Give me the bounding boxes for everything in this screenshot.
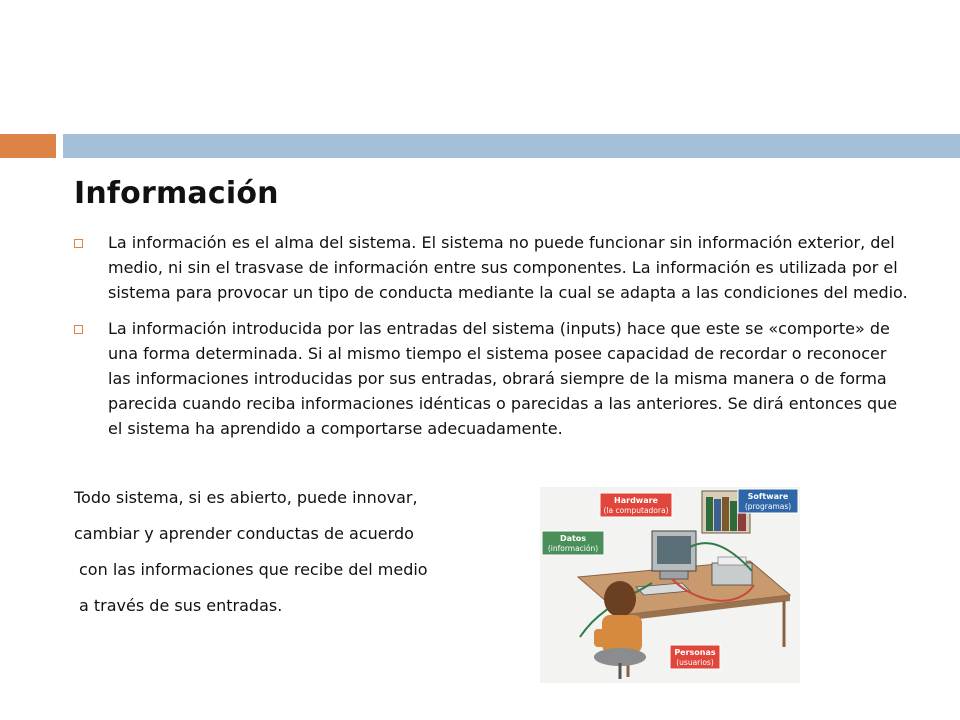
bullet-item xyxy=(74,316,914,441)
hardware-label-line2: (la computadora) xyxy=(603,506,669,515)
hardware-label-line1: Hardware xyxy=(614,496,658,505)
bullet-list xyxy=(74,230,914,452)
header-accent-orange xyxy=(0,134,56,158)
software-label-line1: Software xyxy=(747,492,789,501)
slide-title: Información xyxy=(74,176,279,211)
paragraph-line: Todo sistema, si es abierto, puede innovar, xyxy=(74,488,418,507)
body-paragraph xyxy=(74,480,494,624)
bullet-item xyxy=(74,230,914,305)
bullet-text: La información introducida por las entradas del sistema (inputs) hace que este se «comporte» de una forma determinada. Si al mismo tiempo el sistema posee capacidad de recordar o reconocer las informaciones introducidas por sus entradas, obrará siempre de la misma manera o de forma parecida cuando reciba informaciones idénticas o parecidas a las anteriores. Se dirá entonces que el sistema ha aprendido a comportarse adecuadamente. xyxy=(108,319,898,438)
personas-label-line2: (usuarios) xyxy=(676,658,714,667)
software-label-line2: (programas) xyxy=(744,502,792,511)
personas-label-line1: Personas xyxy=(674,648,716,657)
paragraph-line: a través de sus entradas. xyxy=(79,596,283,615)
information-system-illustration xyxy=(540,487,800,683)
datos-label-line1: Datos xyxy=(559,534,587,543)
paragraph-line: con las informaciones que recibe del medio xyxy=(79,560,428,579)
square-bullet-icon xyxy=(74,239,83,248)
datos-label-line2: (información) xyxy=(547,544,599,553)
header-accent-blue xyxy=(63,134,960,158)
bullet-text: La información es el alma del sistema. El sistema no puede funcionar sin información exterior, del medio, ni sin el trasvase de información entre sus componentes. La información es utilizada por el sistema para provocar un tipo de conducta mediante la cual se adapta a las condiciones del medio. xyxy=(108,233,908,302)
square-bullet-icon xyxy=(74,325,83,334)
paragraph-line: cambiar y aprender conductas de acuerdo xyxy=(74,524,414,543)
